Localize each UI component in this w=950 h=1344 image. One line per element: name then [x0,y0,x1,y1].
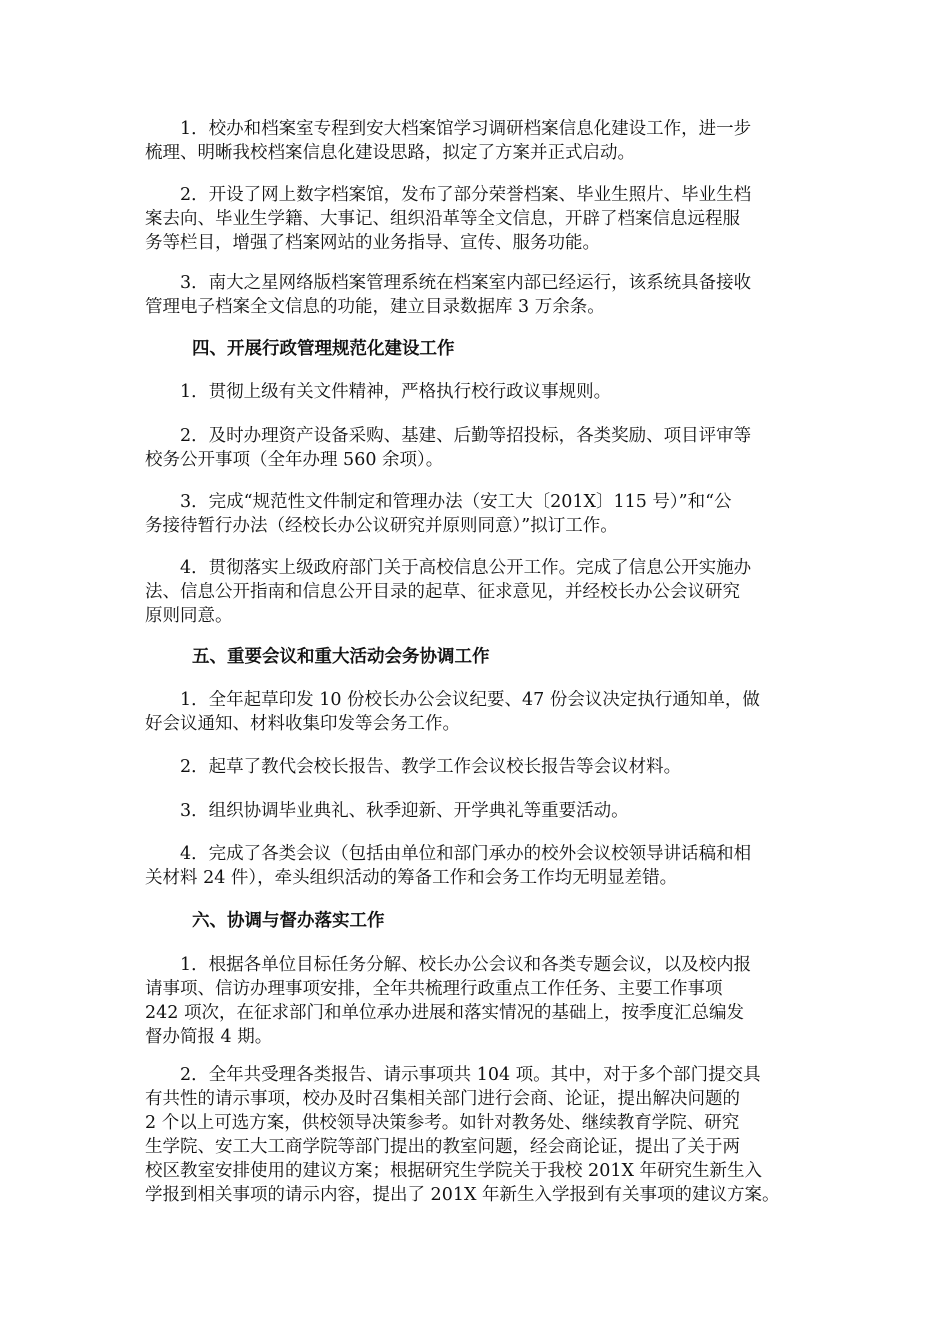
paragraph-meeting-4 [145,842,817,890]
text-line: 2．开设了网上数字档案馆，发布了部分荣誉档案、毕业生照片、毕业生档 [145,185,752,205]
text-line: 校区教室安排使用的建议方案；根据研究生学院关于我校 201X 年研究生新生入 [145,1161,762,1181]
paragraph-meeting-3 [145,799,817,823]
text-line: 2．起草了教代会校长报告、教学工作会议校长报告等会议材料。 [145,757,682,777]
paragraph-archive-3 [145,271,817,319]
section-heading-6: 六、协调与督办落实工作 [192,911,385,931]
paragraph-meeting-2 [145,755,817,779]
paragraph-archive-2 [145,183,817,255]
text-line: 法、信息公开指南和信息公开目录的起草、征求意见，并经校长办公会议研究 [145,582,740,602]
text-line: 务等栏目，增强了档案网站的业务指导、宣传、服务功能。 [145,233,600,253]
text-line: 3．组织协调毕业典礼、秋季迎新、开学典礼等重要活动。 [145,801,629,821]
paragraph-archive-1 [145,117,817,165]
text-line: 2 个以上可选方案，供校领导决策参考。如针对教务处、继续教育学院、研究 [145,1113,740,1133]
paragraph-meeting-1 [145,688,817,736]
text-line: 2．及时办理资产设备采购、基建、后勤等招投标，各类奖励、项目评审等 [145,426,752,446]
paragraph-admin-3 [145,490,817,538]
text-line: 务接待暂行办法（经校长办公议研究并原则同意）”拟订工作。 [145,516,618,536]
text-line: 校务公开事项（全年办理 560 余项）。 [145,450,444,470]
text-line: 1．根据各单位目标任务分解、校长办公会议和各类专题会议，以及校内报 [145,955,752,975]
text-line: 1．全年起草印发 10 份校长办公会议纪要、47 份会议决定执行通知单，做 [145,690,760,710]
text-line: 关材料 24 件），牵头组织活动的筹备工作和会务工作均无明显差错。 [145,868,678,888]
text-line: 督办简报 4 期。 [145,1027,273,1047]
text-line: 4．完成了各类会议（包括由单位和部门承办的校外会议校领导讲话稿和相 [145,844,752,864]
text-line: 2．全年共受理各类报告、请示事项共 104 项。其中，对于多个部门提交具 [145,1065,761,1085]
paragraph-admin-2 [145,424,817,472]
text-line: 好会议通知、材料收集印发等会务工作。 [145,714,460,734]
text-line: 1．贯彻上级有关文件精神，严格执行校行政议事规则。 [145,382,612,402]
text-line: 3．南大之星网络版档案管理系统在档案室内部已经运行，该系统具备接收 [145,273,752,293]
section-heading-4: 四、开展行政管理规范化建设工作 [192,339,455,359]
text-line: 有共性的请示事项，校办及时召集相关部门进行会商、论证，提出解决问题的 [145,1089,740,1109]
text-line: 242 项次，在征求部门和单位承办进展和落实情况的基础上，按季度汇总编发 [145,1003,744,1023]
text-line: 管理电子档案全文信息的功能，建立目录数据库 3 万余条。 [145,297,605,317]
paragraph-admin-4 [145,556,817,628]
text-line: 原则同意。 [145,606,233,626]
text-line: 1．校办和档案室专程到安大档案馆学习调研档案信息化建设工作，进一步 [145,119,752,139]
text-line: 请事项、信访办理事项安排，全年共梳理行政重点工作任务、主要工作事项 [145,979,723,999]
text-line: 4．贯彻落实上级政府部门关于高校信息公开工作。完成了信息公开实施办 [145,558,752,578]
paragraph-admin-1 [145,380,817,404]
text-line: 案去向、毕业生学籍、大事记、组织沿革等全文信息，开辟了档案信息远程服 [145,209,740,229]
text-line: 梳理、明晰我校档案信息化建设思路，拟定了方案并正式启动。 [145,143,635,163]
paragraph-supervise-2 [145,1063,817,1207]
text-line: 3．完成“规范性文件制定和管理办法（安工大〔201X〕115 号）”和“公 [145,492,732,512]
section-heading-5: 五、重要会议和重大活动会务协调工作 [192,647,490,667]
paragraph-supervise-1 [145,953,817,1049]
text-line: 生学院、安工大工商学院等部门提出的教室问题，经会商论证，提出了关于两 [145,1137,740,1157]
text-line: 学报到相关事项的请示内容，提出了 201X 年新生入学报到有关事项的建议方案。 [145,1185,780,1205]
